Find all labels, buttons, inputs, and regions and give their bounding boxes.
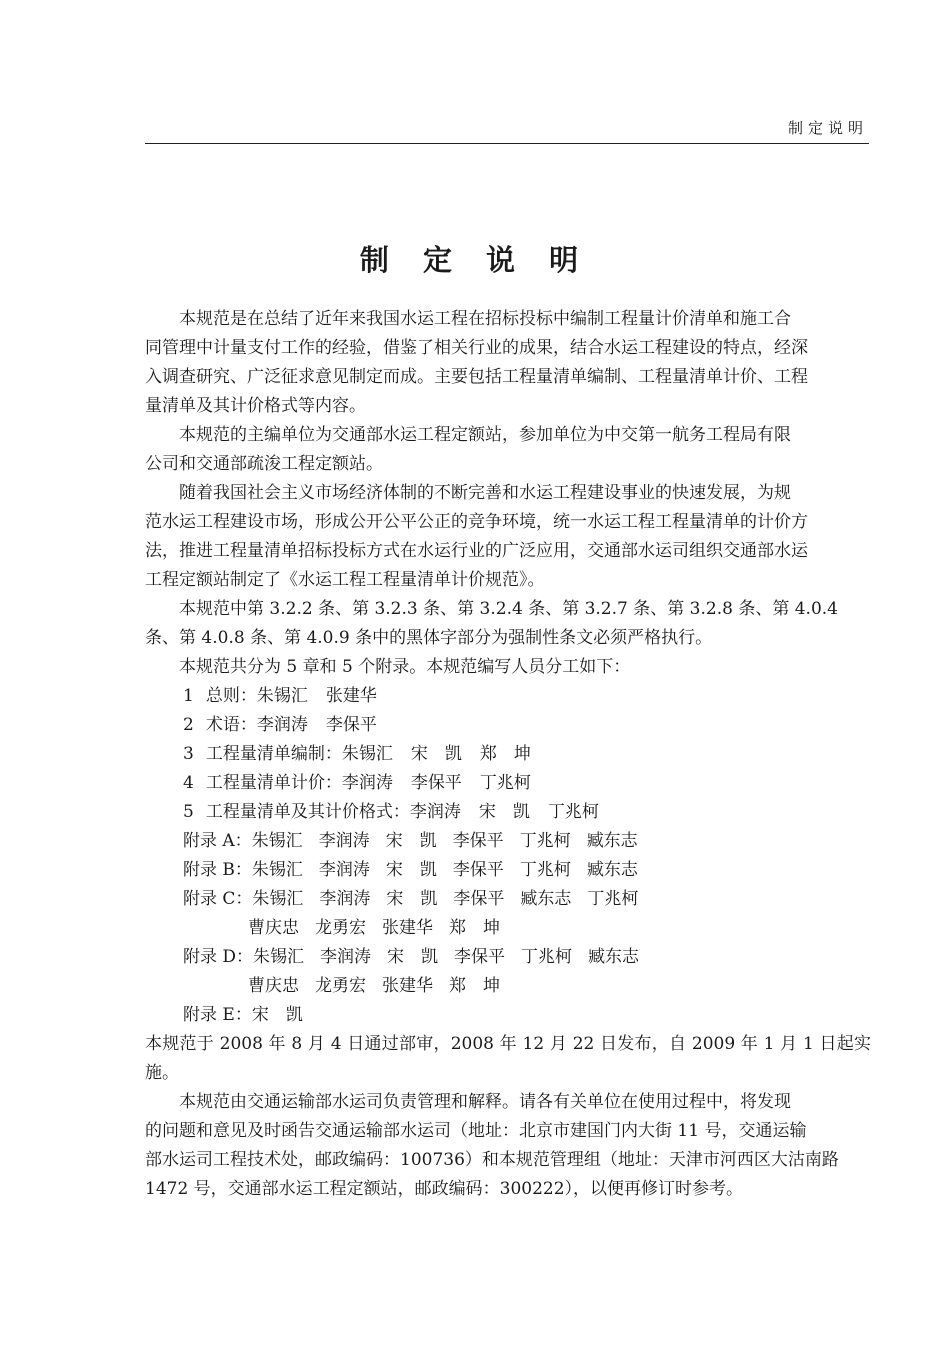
appendix-item: [145, 914, 871, 943]
appendix-item: [145, 827, 871, 856]
author-name: 郑 坤: [449, 976, 500, 996]
text-line: 工程定额站制定了《水运工程工程量清单计价规范》。: [145, 570, 545, 590]
text-line: 的问题和意见及时函告交通运输部水运司（地址：北京市建国门内大街 11 号，交通运输: [145, 1121, 807, 1141]
chapter-number: 1: [183, 686, 194, 706]
author-name: 朱锡汇: [341, 744, 393, 764]
appendix-item: [145, 1001, 871, 1030]
text-line: 本规范是在总结了近年来我国水运工程在招标投标中编制工程量计价清单和施工合: [179, 309, 791, 329]
author-name: 朱锡汇: [251, 860, 303, 880]
author-name: 朱锡汇: [251, 831, 303, 851]
chapter-label: 总则：: [205, 686, 257, 706]
author-name: 李润涛: [318, 860, 370, 880]
appendix-item: [145, 972, 871, 1001]
author-name: 李润涛: [409, 802, 461, 822]
author-name: 丁兆柯: [547, 802, 599, 822]
appendix-label: 附录 A：: [183, 831, 252, 851]
author-name: 丁兆柯: [519, 860, 571, 880]
author-name: 臧东志: [586, 860, 638, 880]
author-name: 朱锡汇: [256, 686, 308, 706]
author-name: 宋 凯: [478, 802, 530, 822]
chapter-item: [145, 711, 871, 740]
author-name: 龙勇宏: [315, 918, 366, 938]
paragraph-structure: 本规范共分为 5 章和 5 个附录。本规范编写人员分工如下：: [179, 657, 631, 677]
author-name: 张建华: [325, 686, 377, 706]
author-name: 龙勇宏: [315, 976, 366, 996]
paragraph-editors: [145, 421, 871, 479]
header-rule: [145, 143, 869, 144]
text-line: 本规范中第 3.2.2 条、第 3.2.3 条、第 3.2.4 条、第 3.2.7 条、第 3.2.8 条、第 4.0.4: [179, 599, 838, 619]
author-name: 宋 凯: [251, 1005, 303, 1025]
chapter-item: [145, 682, 871, 711]
page-title: 制 定 说 明: [359, 243, 591, 277]
chapter-number: 4: [183, 773, 194, 793]
author-name: 宋 凯: [387, 947, 439, 967]
chapter-author-list: [145, 682, 871, 827]
author-name: 李保平: [452, 831, 504, 851]
chapter-item: [145, 769, 871, 798]
text-line: 范水运工程建设市场，形成公开公平公正的竞争环境，统一水运工程工程量清单的计价方: [145, 512, 808, 532]
text-line: 法，推进工程量清单招标投标方式在水运行业的广泛应用，交通部水运司组织交通部水运: [145, 541, 808, 561]
author-name: 郑 坤: [479, 744, 531, 764]
author-name: 曹庆忠: [248, 976, 299, 996]
author-name: 臧东志: [520, 889, 572, 909]
author-name: 宋 凯: [386, 889, 438, 909]
author-name: 朱锡汇: [253, 947, 305, 967]
text-line: 本规范由交通运输部水运司负责管理和解释。请各有关单位在使用过程中，将发现: [179, 1092, 791, 1112]
text-line: 公司和交通部疏浚工程定额站。: [145, 454, 383, 474]
appendix-author-list: [145, 827, 871, 1030]
text-line: 随着我国社会主义市场经济体制的不断完善和水运工程建设事业的快速发展，为规: [179, 483, 791, 503]
author-name: 李保平: [454, 947, 506, 967]
author-name: 李润涛: [318, 831, 370, 851]
chapter-label: 工程量清单计价：: [205, 773, 342, 793]
author-name: 丁兆柯: [521, 947, 573, 967]
author-name: 李保平: [325, 715, 377, 735]
appendix-label: 附录 E：: [183, 1005, 252, 1025]
author-name: 朱锡汇: [252, 889, 304, 909]
text-line: 量清单及其计价格式等内容。: [145, 396, 366, 416]
paragraph-background: [145, 479, 871, 595]
author-name: 曹庆忠: [248, 918, 299, 938]
author-name: 臧东志: [588, 947, 640, 967]
running-header: 制定说明: [787, 119, 868, 137]
author-name: 郑 坤: [449, 918, 500, 938]
author-name: 李保平: [453, 889, 505, 909]
author-name: 丁兆柯: [587, 889, 639, 909]
chapter-label: 术语：: [205, 715, 257, 735]
chapter-label: 工程量清单及其计价格式：: [205, 802, 410, 822]
chapter-number: 5: [183, 802, 194, 822]
document-body: [145, 305, 871, 1204]
author-name: 宋 凯: [385, 860, 437, 880]
chapter-item: [145, 798, 871, 827]
appendix-item: [145, 856, 871, 885]
appendix-label: 附录 B：: [183, 860, 252, 880]
author-name: 张建华: [382, 918, 433, 938]
chapter-item: [145, 740, 871, 769]
paragraph-effective-date: 本规范于 2008 年 8 月 4 日通过部审，2008 年 12 月 22 日发布，自 2009 年 1 月 1 日起实施。: [145, 1034, 871, 1083]
author-name: 李润涛: [320, 947, 372, 967]
appendix-label: 附录 C：: [183, 889, 253, 909]
appendix-item: [145, 885, 871, 914]
chapter-number: 3: [183, 744, 194, 764]
author-name: 李润涛: [341, 773, 393, 793]
text-line: 条、第 4.0.8 条、第 4.0.9 条中的黑体字部分为强制性条文必须严格执行。: [145, 628, 713, 648]
paragraph-management: [145, 1088, 871, 1204]
text-line: 部水运司工程技术处，邮政编码：100736）和本规范管理组（地址：天津市河西区大沽南路: [145, 1150, 839, 1170]
paragraph-intro: [145, 305, 871, 421]
appendix-label: 附录 D：: [183, 947, 254, 967]
author-name: 丁兆柯: [519, 831, 571, 851]
text-line: 本规范的主编单位为交通部水运工程定额站，参加单位为中交第一航务工程局有限: [179, 425, 791, 445]
text-line: 1472 号，交通部水运工程定额站，邮政编码：300222），以便再修订时参考。: [145, 1179, 744, 1199]
author-name: 宋 凯: [385, 831, 437, 851]
chapter-number: 2: [183, 715, 194, 735]
text-line: 入调查研究、广泛征求意见制定而成。主要包括工程量清单编制、工程量清单计价、工程: [145, 367, 808, 387]
author-name: 宋 凯: [410, 744, 462, 764]
author-name: 李保平: [410, 773, 462, 793]
appendix-item: [145, 943, 871, 972]
paragraph-mandatory: [145, 595, 871, 653]
author-name: 张建华: [382, 976, 433, 996]
chapter-label: 工程量清单编制：: [205, 744, 342, 764]
text-line: 同管理中计量支付工作的经验，借鉴了相关行业的成果，结合水运工程建设的特点，经深: [145, 338, 808, 358]
author-name: 李润涛: [256, 715, 308, 735]
author-name: 丁兆柯: [479, 773, 531, 793]
author-name: 李润涛: [319, 889, 371, 909]
author-name: 臧东志: [586, 831, 638, 851]
author-name: 李保平: [452, 860, 504, 880]
